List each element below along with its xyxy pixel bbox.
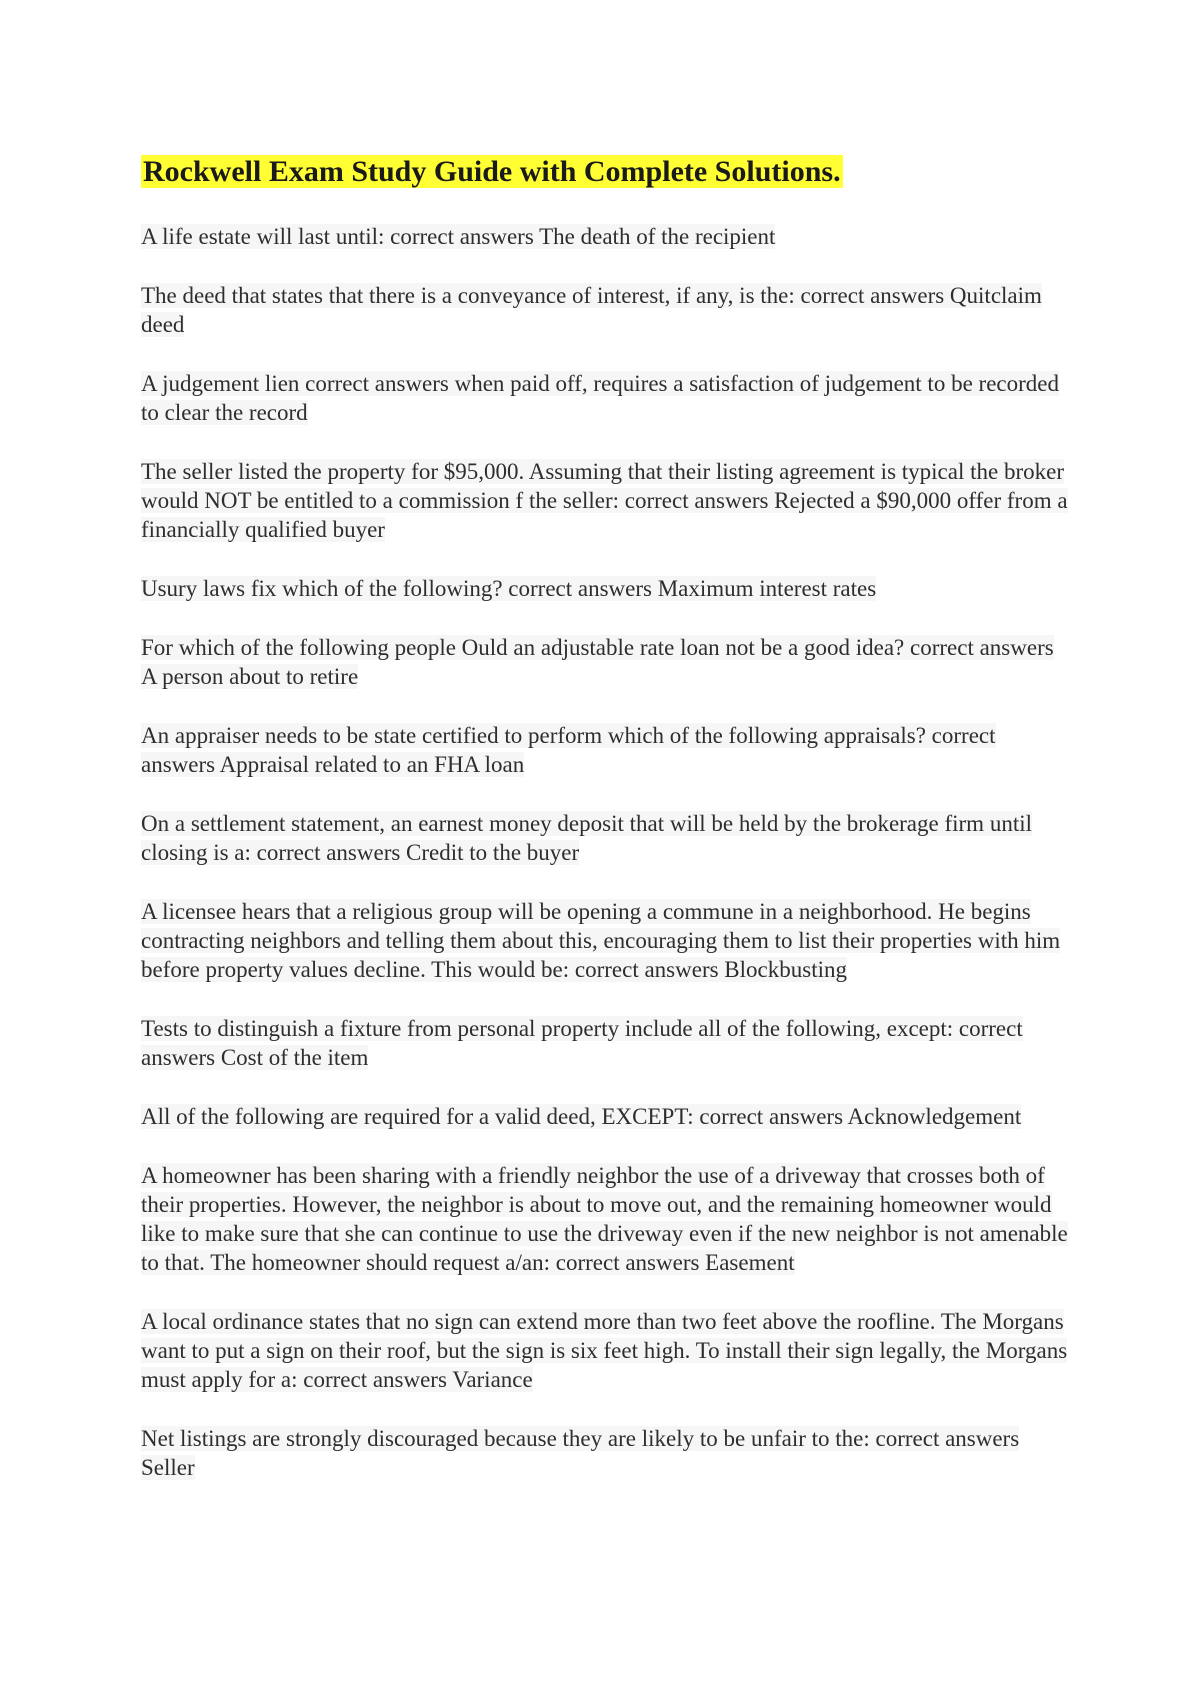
- qa-item-13: [141, 1307, 1071, 1394]
- qa-item-10: [141, 1014, 1071, 1072]
- qa-item-text: A judgement lien correct answers when paid off, requires a satisfaction of judgement to be recorded to clear the record: [141, 371, 1059, 425]
- document-title: [141, 152, 1071, 192]
- qa-item-text: The seller listed the property for $95,000. Assuming that their listing agreement is typical the broker would NOT be entitled to a commission f the seller: correct answers Rejected a $90,000 offer from a financially qualified buyer: [141, 459, 1068, 542]
- qa-item-5: [141, 574, 1071, 603]
- qa-item-text: The deed that states that there is a conveyance of interest, if any, is the: correct answers Quitclaim deed: [141, 283, 1042, 337]
- qa-item-text: A homeowner has been sharing with a friendly neighbor the use of a driveway that crosses both of their properties. However, the neighbor is about to move out, and the remaining homeowner would like to make sure that she can continue to use the driveway even if the new neighbor is not amenable to that. The homeowner should request a/an: correct answers Easement: [141, 1163, 1068, 1275]
- qa-item-6: [141, 633, 1071, 691]
- qa-item-11: [141, 1102, 1071, 1131]
- qa-item-9: [141, 897, 1071, 984]
- qa-item-8: [141, 809, 1071, 867]
- qa-item-text: All of the following are required for a valid deed, EXCEPT: correct answers Acknowledgement: [141, 1104, 1022, 1129]
- qa-item-text: An appraiser needs to be state certified to perform which of the following appraisals? correct answers Appraisal related to an FHA loan: [141, 723, 996, 777]
- qa-item-text: Tests to distinguish a fixture from personal property include all of the following, except: correct answers Cost of the item: [141, 1016, 1023, 1070]
- qa-item-text: On a settlement statement, an earnest money deposit that will be held by the brokerage firm until closing is a: correct answers Credit to the buyer: [141, 811, 1032, 865]
- qa-item-2: [141, 281, 1071, 339]
- qa-item-text: A life estate will last until: correct answers The death of the recipient: [141, 224, 776, 249]
- qa-item-text: Net listings are strongly discouraged because they are likely to be unfair to the: correct answers Seller: [141, 1426, 1020, 1480]
- qa-item-7: [141, 721, 1071, 779]
- qa-item-3: [141, 369, 1071, 427]
- qa-item-4: [141, 457, 1071, 544]
- document-title-text: Rockwell Exam Study Guide with Complete Solutions.: [143, 155, 841, 188]
- qa-item-14: [141, 1424, 1071, 1482]
- document-body: [141, 152, 1071, 1512]
- qa-item-text: A licensee hears that a religious group will be opening a commune in a neighborhood. He begins contracting neighbors and telling them about this, encouraging them to list their properties with him before property values decline. This would be: correct answers Blockbusting: [141, 899, 1061, 982]
- qa-item-text: For which of the following people Ould an adjustable rate loan not be a good idea? correct answers A person about to retire: [141, 635, 1054, 689]
- qa-item-text: A local ordinance states that no sign can extend more than two feet above the roofline. The Morgans want to put a sign on their roof, but the sign is six feet high. To install their sign legally, the Morgans must apply for a: correct answers Variance: [141, 1309, 1068, 1392]
- qa-item-text: Usury laws fix which of the following? correct answers Maximum interest rates: [141, 576, 877, 601]
- qa-item-12: [141, 1161, 1071, 1277]
- qa-item-1: [141, 222, 1071, 251]
